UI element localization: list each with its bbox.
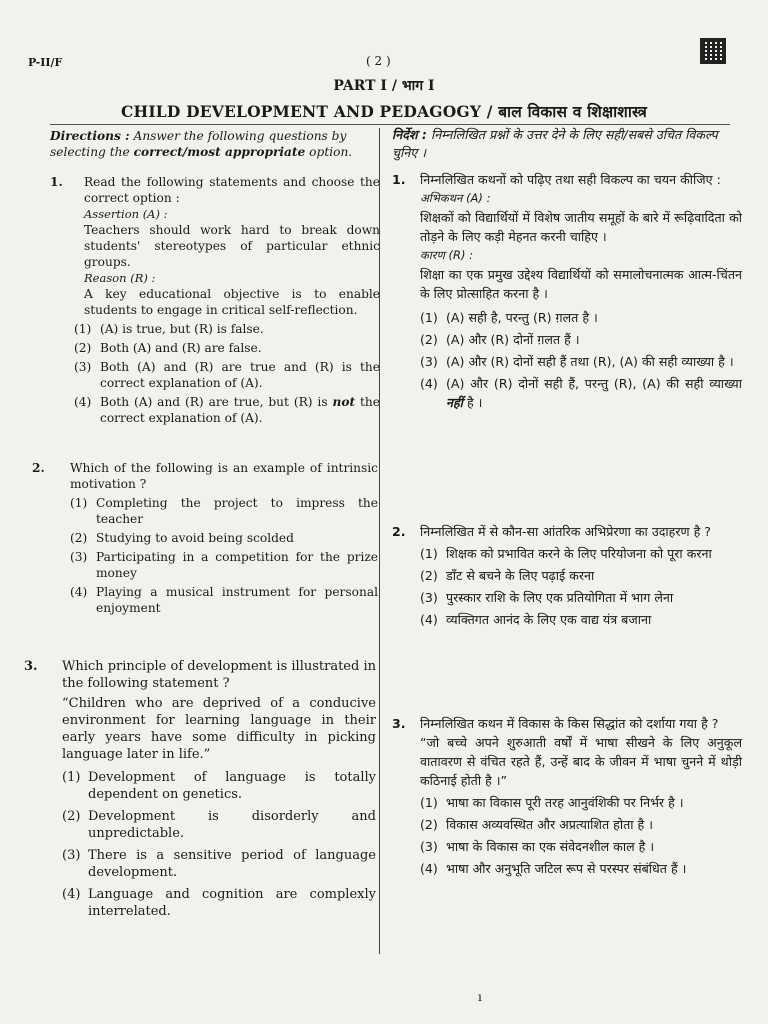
top-rule-right bbox=[380, 124, 730, 125]
assertion-label: अभिकथन (A) : bbox=[420, 191, 491, 205]
option-text: There is a sensitive period of language development. bbox=[88, 848, 376, 880]
option[interactable] bbox=[420, 374, 742, 412]
option-number: (1) bbox=[74, 322, 92, 336]
option-number: (4) bbox=[420, 612, 438, 627]
option[interactable] bbox=[420, 793, 742, 812]
directions-hi-text: निम्नलिखित प्रश्नों के उत्तर देने के लिए सही/सबसे उचित विकल्प चुनिए । bbox=[392, 127, 718, 160]
option[interactable] bbox=[420, 352, 742, 371]
option-number: (4) bbox=[70, 585, 88, 599]
qr-code-icon bbox=[700, 38, 726, 64]
option-text bbox=[100, 394, 380, 426]
question-stem: Which of the following is an example of intrinsic motivation ? bbox=[70, 461, 378, 491]
question-3-hi bbox=[392, 714, 742, 878]
assertion-text: शिक्षकों को विद्यार्थियों में विशेष जातीय समूहों के बारे में रूढ़िवादिता को तोड़ने के लिए कड़ी मेहनत करनी चाहिए । bbox=[420, 210, 742, 244]
paper-code: P-II/F bbox=[28, 56, 63, 69]
option-text-part: (A) और (R) दोनों सही हैं, परन्तु (R), (A) की सही व्याख्या bbox=[446, 376, 742, 391]
directions-en-text-2: option. bbox=[305, 145, 353, 159]
question-stem: निम्नलिखित कथनों को पढ़िए तथा सही विकल्प का चयन कीजिए : bbox=[420, 172, 721, 187]
question-stem: निम्नलिखित कथन में विकास के किस सिद्धांत को दर्शाया गया है ? bbox=[420, 716, 719, 731]
option-number: (4) bbox=[420, 861, 438, 876]
option[interactable] bbox=[62, 808, 376, 842]
option-number: (1) bbox=[420, 795, 438, 810]
assertion-label: Assertion (A) : bbox=[84, 207, 168, 221]
option[interactable] bbox=[70, 549, 378, 581]
option-text: विकास अव्यवस्थित और अप्रत्याशित होता है । bbox=[446, 817, 653, 832]
option[interactable] bbox=[74, 359, 380, 391]
option-text: भाषा का विकास पूरी तरह आनुवंशिकी पर निर्भर है । bbox=[446, 795, 684, 810]
option[interactable] bbox=[70, 584, 378, 616]
option-number: (3) bbox=[420, 354, 438, 369]
option[interactable] bbox=[420, 610, 742, 629]
section-title bbox=[0, 100, 768, 122]
quoted-statement: “जो बच्चे अपने शुरुआती वर्षों में भाषा सीखने के लिए अनुकूल वातावरण से वंचित रहते हैं, उन्हें बाद के जीवन में भाषा चुनने में थोड़ी कठिनाई होती है ।” bbox=[420, 735, 742, 788]
option-text: (A) सही है, परन्तु (R) ग़लत है । bbox=[446, 310, 598, 325]
option-text: (A) और (R) दोनों ग़लत हैं । bbox=[446, 332, 580, 347]
option-number: (3) bbox=[70, 550, 88, 564]
directions-en-text-1: Answer the following questions by selecting the bbox=[50, 129, 347, 159]
option-number: (1) bbox=[70, 496, 88, 510]
option-number: (3) bbox=[74, 360, 92, 374]
question-2-en bbox=[32, 460, 378, 616]
question-stem: निम्नलिखित में से कौन-सा आंतरिक अभिप्रेरणा का उदाहरण है ? bbox=[420, 524, 711, 539]
option[interactable] bbox=[74, 340, 380, 356]
question-number: 3. bbox=[24, 659, 38, 674]
option-number: (2) bbox=[62, 809, 81, 824]
footer-mark: ı bbox=[478, 990, 482, 1004]
option-number: (1) bbox=[420, 546, 438, 561]
option-text-part: है । bbox=[462, 395, 483, 410]
option-text: डाँट से बचने के लिए पढ़ाई करना bbox=[446, 568, 595, 583]
reason-label: Reason (R) : bbox=[84, 271, 156, 285]
option[interactable] bbox=[420, 544, 742, 563]
option[interactable] bbox=[420, 815, 742, 834]
option-text: Development is disorderly and unpredictable. bbox=[88, 809, 376, 841]
question-number: 2. bbox=[392, 524, 406, 539]
option-text: Completing the project to impress the teacher bbox=[96, 496, 378, 526]
option[interactable] bbox=[70, 530, 378, 546]
option-number: (1) bbox=[62, 770, 81, 785]
part-heading: PART I / भाग I bbox=[333, 78, 435, 94]
option[interactable] bbox=[62, 847, 376, 881]
option[interactable] bbox=[420, 566, 742, 585]
question-stem: Which principle of development is illustrated in the following statement ? bbox=[62, 659, 376, 691]
option-emphasis: not bbox=[332, 395, 356, 409]
option[interactable] bbox=[420, 859, 742, 878]
option-text: Development of language is totally dependent on genetics. bbox=[88, 770, 376, 802]
option-text: Language and cognition are complexly interrelated. bbox=[88, 887, 376, 919]
option-text-part: Both (A) and (R) are true, but (R) is bbox=[100, 395, 333, 409]
option-number: (2) bbox=[74, 341, 92, 355]
option[interactable] bbox=[62, 886, 376, 920]
directions-en-emphasis: correct/most appropriate bbox=[133, 145, 306, 159]
question-number: 1. bbox=[392, 172, 406, 187]
option-number: (3) bbox=[420, 839, 438, 854]
option-text: Participating in a competition for the prize money bbox=[96, 550, 378, 580]
option[interactable] bbox=[420, 308, 742, 327]
option[interactable] bbox=[420, 837, 742, 856]
option-text: भाषा और अनुभूति जटिल रूप से परस्पर संबंधित हैं । bbox=[446, 861, 687, 876]
question-3-en bbox=[24, 658, 376, 920]
option-number: (2) bbox=[70, 531, 88, 545]
question-stem: Read the following statements and choose the correct option : bbox=[84, 175, 380, 205]
option-text: (A) और (R) दोनों सही हैं तथा (R), (A) की सही व्याख्या है । bbox=[446, 354, 734, 369]
question-1-hi bbox=[392, 170, 742, 412]
option-number: (2) bbox=[420, 568, 438, 583]
option-text: व्यक्तिगत आनंद के लिए एक वाद्य यंत्र बजाना bbox=[446, 612, 652, 627]
option-text: Both (A) and (R) are false. bbox=[100, 341, 262, 355]
option-text: (A) is true, but (R) is false. bbox=[100, 322, 264, 336]
option-number: (4) bbox=[62, 887, 81, 902]
assertion-text: Teachers should work hard to break down students' stereotypes of particular ethnic groups. bbox=[84, 223, 380, 269]
reason-text: A key educational objective is to enable students to engage in critical self-reflection. bbox=[84, 287, 380, 317]
option-number: (3) bbox=[420, 590, 438, 605]
section-title-hi: बाल विकास व शिक्षाशास्त्र bbox=[498, 102, 648, 121]
option-number: (4) bbox=[74, 395, 92, 409]
option-emphasis: नहीं bbox=[446, 395, 463, 410]
option[interactable] bbox=[74, 321, 380, 337]
directions-hi bbox=[392, 126, 742, 162]
option-text: भाषा के विकास का एक संवेदनशील काल है । bbox=[446, 839, 655, 854]
option-text: शिक्षक को प्रभावित करने के लिए परियोजना को पूरा करना bbox=[446, 546, 712, 561]
reason-label: कारण (R) : bbox=[420, 248, 473, 262]
page-number: ( 2 ) bbox=[366, 54, 391, 68]
option-text: Studying to avoid being scolded bbox=[96, 531, 294, 545]
directions-en-label: Directions : bbox=[50, 129, 130, 143]
option[interactable] bbox=[420, 588, 742, 607]
option-text bbox=[446, 374, 742, 412]
option[interactable] bbox=[74, 394, 380, 426]
option-number: (4) bbox=[420, 376, 438, 391]
directions-en bbox=[50, 128, 378, 160]
option-text: Playing a musical instrument for personal enjoyment bbox=[96, 585, 378, 615]
option-number: (2) bbox=[420, 817, 438, 832]
question-number: 1. bbox=[50, 175, 63, 189]
top-rule-left bbox=[50, 124, 380, 125]
section-title-separator: / bbox=[481, 102, 499, 121]
option-text-part: the correct explanation of (A). bbox=[100, 395, 380, 425]
question-2-hi bbox=[392, 522, 742, 629]
option-number: (3) bbox=[62, 848, 81, 863]
option-number: (2) bbox=[420, 332, 438, 347]
question-number: 3. bbox=[392, 716, 406, 731]
question-number: 2. bbox=[32, 461, 45, 475]
option-text: Both (A) and (R) are true and (R) is the correct explanation of (A). bbox=[100, 360, 380, 390]
question-1-en bbox=[50, 174, 380, 426]
quoted-statement: “Children who are deprived of a conducive environment for learning language in their early years have some difficulty in picking language later in life.” bbox=[62, 696, 376, 762]
option-number: (1) bbox=[420, 310, 438, 325]
reason-text: शिक्षा का एक प्रमुख उद्देश्य विद्यार्थियों को समालोचनात्मक आत्म-चिंतन के लिए प्रोत्साहित करना है । bbox=[420, 267, 742, 301]
option[interactable] bbox=[70, 495, 378, 527]
section-title-en: CHILD DEVELOPMENT AND PEDAGOGY bbox=[120, 102, 482, 121]
option[interactable] bbox=[420, 330, 742, 349]
directions-hi-label: निर्देश : bbox=[392, 127, 427, 142]
option-text: पुरस्कार राशि के लिए एक प्रतियोगिता में भाग लेना bbox=[446, 590, 674, 605]
option[interactable] bbox=[62, 769, 376, 803]
